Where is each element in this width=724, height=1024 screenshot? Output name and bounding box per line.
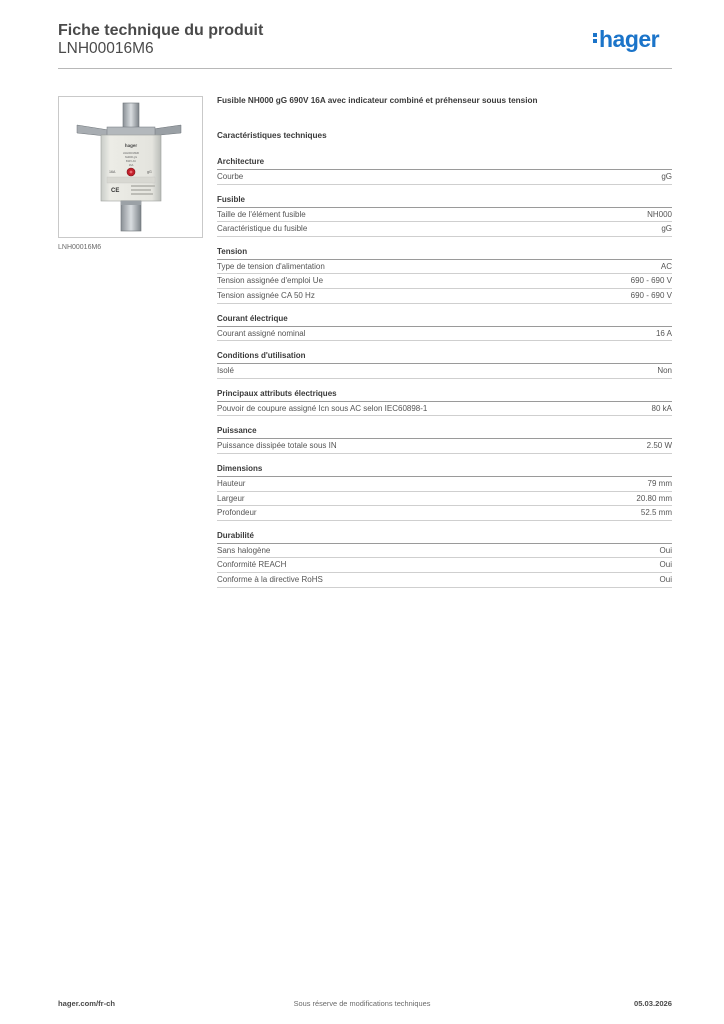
spec-row [217, 170, 672, 185]
logo-text: hager [599, 26, 660, 52]
footer-date: 05.03.2026 [633, 999, 672, 1008]
page-title: Fiche technique du produit [58, 22, 264, 39]
fuse-rating-label: 16A [109, 170, 116, 174]
spec-label: Isolé [217, 366, 234, 376]
product-reference: LNH00016M6 [58, 40, 154, 57]
fuse-brand-text: hager [124, 143, 138, 148]
section-tension [217, 246, 672, 304]
section-title: Principaux attributs électriques [217, 388, 672, 402]
spec-label: Largeur [217, 493, 245, 503]
spec-value: 52.5 mm [640, 508, 672, 518]
spec-row [217, 573, 672, 588]
section-title: Fusible [217, 194, 672, 208]
spec-value: 80 kA [651, 403, 672, 413]
spec-value: gG [661, 224, 672, 234]
spec-row [217, 364, 672, 379]
spec-value: NH000 [647, 209, 672, 219]
spec-row [217, 274, 672, 289]
fuse-class-label: gG [147, 170, 152, 174]
section-title: Conditions d'utilisation [217, 350, 672, 364]
section-title: Dimensions [217, 463, 672, 477]
spec-row [217, 558, 672, 573]
spec-label: Hauteur [217, 478, 246, 488]
spec-row [217, 492, 672, 507]
spec-row [217, 260, 672, 275]
spec-label: Tension assignée d'emploi Ue [217, 276, 324, 286]
spec-row [217, 289, 672, 304]
spec-row [217, 439, 672, 454]
spec-row [217, 506, 672, 521]
spec-value: 2.50 W [646, 441, 672, 451]
spec-label: Conformité REACH [217, 560, 287, 570]
spec-label: Type de tension d'alimentation [217, 261, 325, 271]
spec-label: Taille de l'élément fusible [217, 209, 306, 219]
fuse-label-line: LNH00016M6 [122, 152, 140, 155]
spec-row [217, 477, 672, 492]
spec-row [217, 544, 672, 559]
spec-value: 79 mm [647, 478, 672, 488]
spec-label: Courbe [217, 172, 244, 181]
spec-label: Conforme à la directive RoHS [217, 574, 323, 584]
spec-value: 20.80 mm [636, 493, 672, 503]
spec-label: Caractéristique du fusible [217, 224, 308, 234]
ce-mark-icon: CE [111, 188, 120, 194]
section-title: Tension [217, 246, 672, 260]
footer-url-link[interactable]: hager.com/fr-ch [58, 999, 115, 1008]
section-durabilite [217, 530, 672, 588]
fuse-illustration [59, 97, 202, 237]
spec-value: Oui [659, 560, 672, 570]
spec-value: AC [660, 261, 672, 271]
fuse-label-line: 690V AC [125, 160, 137, 163]
fuse-label-line: NH000 gG [124, 156, 138, 159]
footer-note: Sous réserve de modifications techniques [293, 999, 431, 1008]
section-title: Courant électrique [217, 313, 672, 327]
spec-content [217, 95, 672, 597]
spec-value: gG [661, 172, 672, 181]
spec-label: Puissance dissipée totale sous IN [217, 441, 337, 451]
image-caption: LNH00016M6 [58, 244, 102, 251]
section-attributs [217, 388, 672, 417]
section-conditions [217, 350, 672, 379]
tech-heading: Caractéristiques techniques [217, 131, 327, 140]
section-title: Puissance [217, 425, 672, 439]
section-title: Durabilité [217, 530, 672, 544]
hager-logo [593, 28, 659, 51]
product-image [58, 96, 203, 238]
fuse-label-line: 16A [128, 164, 134, 167]
section-puissance [217, 425, 672, 454]
spec-row [217, 208, 672, 223]
section-title: Architecture [217, 156, 672, 170]
section-architecture [217, 156, 672, 185]
spec-value: 16 A [655, 328, 672, 338]
spec-value: 690 - 690 V [630, 276, 672, 286]
section-dimensions [217, 463, 672, 521]
spec-label: Profondeur [217, 508, 257, 518]
spec-value: Non [657, 366, 672, 376]
section-fusible [217, 194, 672, 237]
logo-dots-icon [593, 31, 598, 45]
product-description: Fusible NH000 gG 690V 16A avec indicateur combiné et préhenseur souus tension [217, 96, 538, 105]
header-divider [58, 68, 672, 69]
spec-label: Tension assignée CA 50 Hz [217, 290, 315, 300]
section-courant [217, 313, 672, 342]
spec-value: Oui [659, 574, 672, 584]
spec-row [217, 402, 672, 417]
spec-label: Pouvoir de coupure assigné Icn sous AC selon IEC60898-1 [217, 403, 428, 413]
spec-value: Oui [659, 545, 672, 555]
spec-label: Sans halogène [217, 545, 271, 555]
spec-label: Courant assigné nominal [217, 328, 306, 338]
spec-row [217, 327, 672, 342]
spec-value: 690 - 690 V [630, 290, 672, 300]
spec-row [217, 222, 672, 237]
